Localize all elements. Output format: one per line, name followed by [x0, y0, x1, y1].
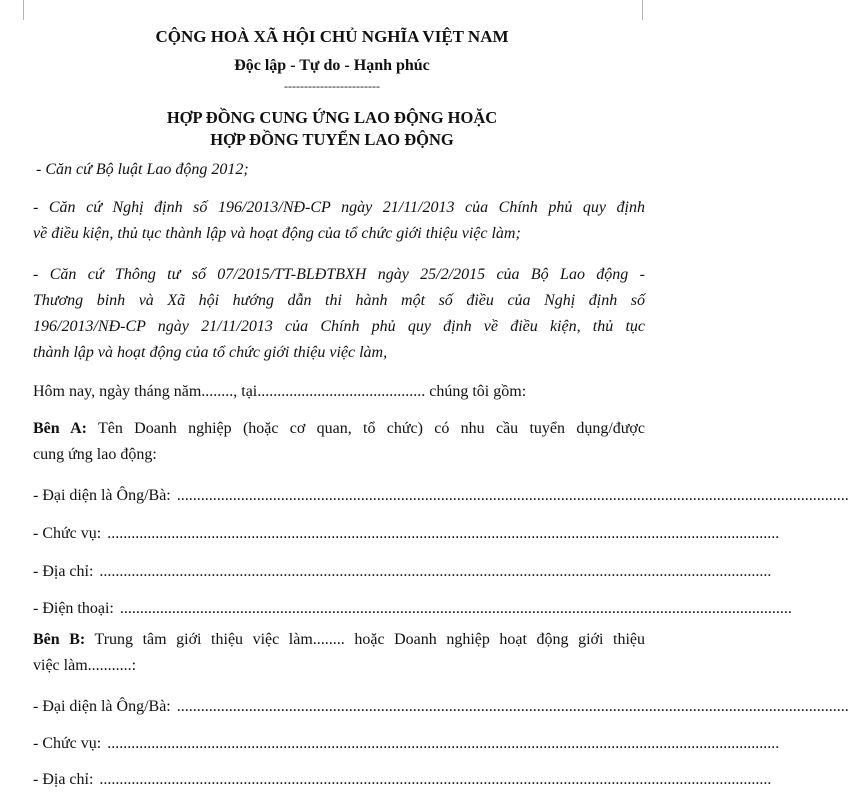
party-a-line-1-text: Tên Doanh nghiệp (hoặc cơ quan, tổ chức) có nhu cầu tuyển dụng/được — [86, 420, 645, 437]
party-a-representative-blank[interactable]: ........................................................................................................................................................................ — [176, 487, 849, 504]
party-b-description — [33, 627, 645, 679]
party-b-representative-field[interactable] — [33, 694, 849, 716]
party-b-representative-label: - Đại diện là Ông/Bà: — [33, 698, 171, 715]
party-a-phone-field[interactable] — [33, 596, 792, 618]
legal-basis-2-line-1: - Căn cứ Nghị định số 196/2013/NĐ-CP ngày 21/11/2013 của Chính phủ quy định — [33, 199, 645, 216]
national-heading: CỘNG HOÀ XÃ HỘI CHỦ NGHĨA VIỆT NAM — [155, 27, 509, 46]
document-title-line-2: HỢP ĐỒNG TUYỂN LAO ĐỘNG — [210, 130, 454, 149]
party-a-representative-label: - Đại diện là Ông/Bà: — [33, 487, 171, 504]
party-b-label: Bên B: — [33, 631, 86, 648]
party-b-address-label: - Địa chỉ: — [33, 771, 94, 788]
party-a-representative-field[interactable] — [33, 483, 849, 505]
party-b-position-label: - Chức vụ: — [33, 735, 102, 752]
legal-basis-3-line-1: - Căn cứ Thông tư số 07/2015/TT-BLĐTBXH ngày 25/2/2015 của Bộ Lao động - — [33, 266, 645, 283]
party-a-description — [33, 416, 645, 468]
document-title-line-1: HỢP ĐỒNG CUNG ỨNG LAO ĐỘNG HOẶC — [166, 108, 498, 127]
party-b-position-field[interactable] — [33, 731, 780, 753]
national-motto: Độc lập - Tự do - Hạnh phúc — [234, 57, 430, 74]
party-b-line-2: việc làm...........: — [33, 657, 137, 674]
party-b-line-1 — [33, 627, 645, 653]
intro-line: Hôm nay, ngày tháng năm........, tại.......................................... chúng tôi gồm: — [33, 383, 527, 400]
party-a-phone-blank[interactable]: ........................................................................................................................................................................ — [119, 600, 792, 617]
legal-basis-1-line-1: - Căn cứ Bộ luật Lao động 2012; — [36, 161, 249, 178]
party-b-line-1-text: Trung tâm giới thiệu việc làm........ hoặc Doanh nghiệp hoạt động giới thiệu — [85, 631, 645, 648]
party-b-position-blank[interactable]: ........................................................................................................................................................................ — [107, 735, 780, 752]
crop-mark-right — [642, 0, 643, 20]
party-a-phone-label: - Điện thoại: — [33, 600, 114, 617]
crop-mark-left — [23, 0, 24, 20]
legal-basis-3-line-4: thành lập và hoạt động của tổ chức giới thiệu việc làm, — [33, 344, 388, 361]
party-a-line-2: cung ứng lao động: — [33, 446, 157, 463]
party-a-position-label: - Chức vụ: — [33, 525, 102, 542]
party-b-address-field[interactable] — [33, 767, 772, 789]
party-a-line-1 — [33, 416, 645, 442]
legal-basis-2-line-2: về điều kiện, thủ tục thành lập và hoạt động của tổ chức giới thiệu việc làm; — [33, 225, 521, 242]
party-a-address-field[interactable] — [33, 559, 772, 581]
heading-separator: ------------------------ — [284, 79, 380, 93]
legal-basis-3 — [33, 262, 645, 366]
party-b-address-blank[interactable]: ........................................................................................................................................................................ — [99, 771, 772, 788]
legal-basis-3-line-3: 196/2013/NĐ-CP ngày 21/11/2013 của Chính phủ quy định về điều kiện, thủ tục — [33, 318, 645, 335]
legal-basis-3-line-2: Thương binh và Xã hội hướng dẫn thi hành một số điều của Nghị định số — [33, 292, 645, 309]
party-a-label: Bên A: — [33, 420, 87, 437]
party-a-address-label: - Địa chỉ: — [33, 563, 94, 580]
legal-basis-2 — [33, 195, 645, 247]
party-a-position-field[interactable] — [33, 521, 780, 543]
party-a-position-blank[interactable]: ........................................................................................................................................................................ — [107, 525, 780, 542]
party-a-address-blank[interactable]: ........................................................................................................................................................................ — [99, 563, 772, 580]
legal-basis-1 — [36, 157, 648, 183]
party-b-representative-blank[interactable]: ........................................................................................................................................................................ — [176, 698, 849, 715]
